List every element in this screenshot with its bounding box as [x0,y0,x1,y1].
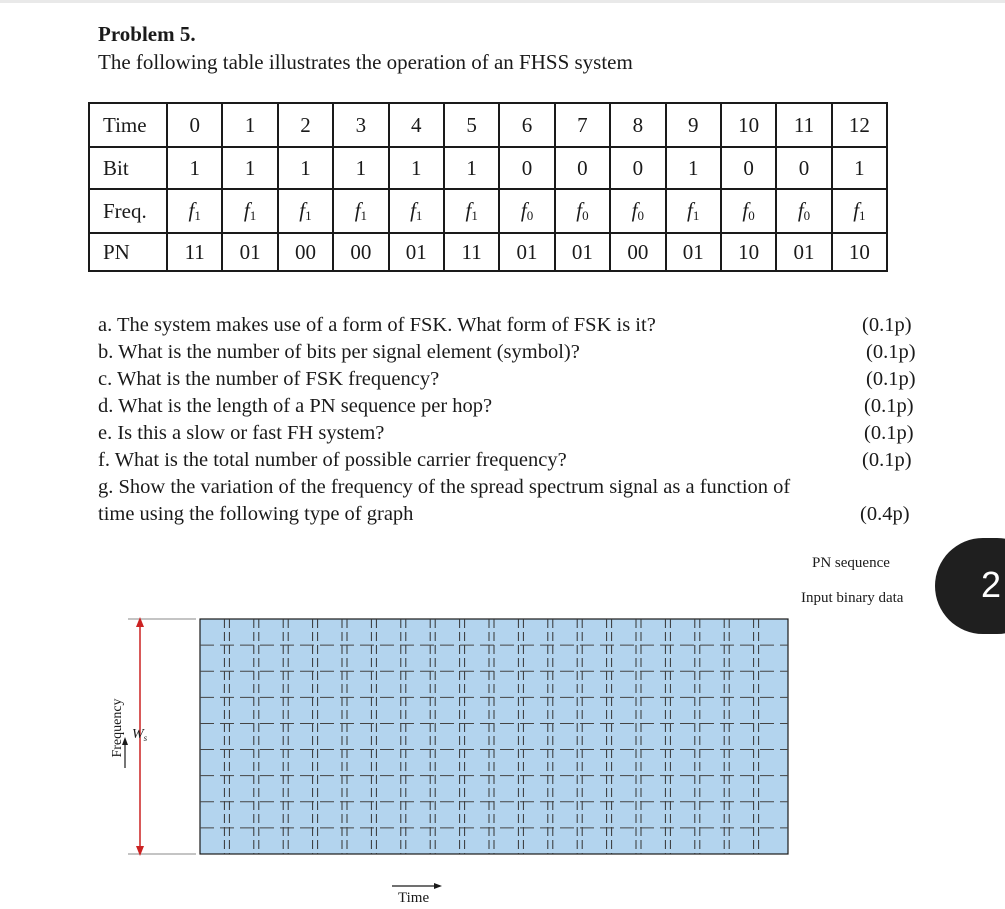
question-d: d. What is the length of a PN sequence per hop? [98,395,493,417]
bit-cell: 0 [499,147,554,189]
pn-cell: 00 [278,233,333,271]
bit-cell: 1 [222,147,277,189]
freq-subscript: 0 [637,208,644,223]
freq-symbol: f [299,198,306,222]
freq-subscript: 0 [748,208,755,223]
bit-cell: 1 [333,147,388,189]
time-axis-arrowhead [434,883,442,889]
time-cell: 10 [721,103,776,147]
freq-symbol: f [188,198,195,222]
freq-subscript: 0 [526,208,534,223]
points-f: (0.1p) [862,449,912,471]
points-a: (0.1p) [862,314,912,336]
time-cell: 3 [333,103,388,147]
frequency-axis-label: Frequency [110,698,125,758]
freq-symbol: f [410,198,416,222]
question-c: c. What is the number of FSK frequency? [98,368,440,390]
pn-cell: 11 [167,233,222,271]
freq-symbol: f [742,198,749,222]
freq-symbol: f [520,198,527,222]
freq-subscript: 1 [360,208,368,223]
time-cell: 2 [278,103,333,147]
bit-cell: 1 [167,147,222,189]
freq-subscript: 0 [803,208,811,223]
freq-subscript: 0 [582,208,589,223]
time-cell: 9 [666,103,721,147]
points-e: (0.1p) [864,422,914,444]
pn-cell: 01 [776,233,831,271]
freq-subscript: 1 [194,208,201,223]
freq-subscript: 1 [249,208,257,223]
freq-symbol: f [465,198,472,222]
problem-subtitle: The following table illustrates the operation of an FHSS system [98,50,633,74]
pn-cell: 11 [444,233,499,271]
pn-cell: 10 [721,233,776,271]
row-label-freq: Freq. [89,189,167,233]
bandwidth-label-sub: s [143,733,148,743]
row-label-bit: Bit [89,147,167,189]
question-b: b. What is the number of bits per signal element (symbol)? [98,341,580,363]
bandwidth-label-main: W [132,727,144,742]
row-label-time: Time [89,103,167,147]
time-cell: 1 [222,103,277,147]
legend-input-binary: Input binary data [801,590,904,606]
freq-subscript: 1 [471,208,478,223]
freq-symbol: f [354,198,361,222]
freq-symbol: f [243,198,250,222]
time-cell: 12 [832,103,887,147]
page-number: 2 [981,564,1002,605]
time-cell: 11 [776,103,831,147]
bit-cell: 0 [776,147,831,189]
pn-cell: 00 [610,233,665,271]
bit-cell: 0 [721,147,776,189]
freq-subscript: 1 [692,208,700,223]
pn-cell: 01 [499,233,554,271]
pn-cell: 01 [222,233,277,271]
bit-cell: 1 [444,147,499,189]
freq-symbol: f [576,198,583,222]
time-cell: 6 [499,103,554,147]
bit-cell: 0 [610,147,665,189]
question-f: f. What is the total number of possible carrier frequency? [98,449,567,471]
time-axis-label: Time [398,890,430,906]
pn-cell: 00 [333,233,388,271]
freq-subscript: 1 [415,208,423,223]
bit-cell: 1 [666,147,721,189]
freq-subscript: 1 [859,208,866,223]
bandwidth-label [132,727,147,743]
problem-title: Problem 5. [98,22,196,46]
time-cell: 8 [610,103,665,147]
time-cell: 4 [389,103,444,147]
bit-cell: 1 [832,147,887,189]
points-g: (0.4p) [860,503,910,525]
freq-symbol: f [853,198,860,222]
pn-cell: 01 [555,233,610,271]
bit-cell: 1 [389,147,444,189]
question-g: g. Show the variation of the frequency of the spread spectrum signal as a function of [98,476,791,498]
freq-symbol: f [631,198,638,222]
pn-cell: 10 [832,233,887,271]
points-b: (0.1p) [866,341,916,363]
freq-symbol: f [797,198,804,222]
pn-cell: 01 [389,233,444,271]
bit-cell: 1 [278,147,333,189]
time-cell: 0 [167,103,222,147]
question-a: a. The system makes use of a form of FSK. What form of FSK is it? [98,314,656,336]
freq-subscript: 1 [305,208,312,223]
points-d: (0.1p) [864,395,914,417]
points-c: (0.1p) [866,368,916,390]
freq-symbol: f [687,198,693,222]
pn-cell: 01 [666,233,721,271]
row-label-pn: PN [89,233,167,271]
legend-pn-sequence: PN sequence [812,555,890,571]
question-e: e. Is this a slow or fast FH system? [98,422,385,444]
question-g-cont: time using the following type of graph [98,503,414,525]
bit-cell: 0 [555,147,610,189]
time-cell: 5 [444,103,499,147]
time-cell: 7 [555,103,610,147]
